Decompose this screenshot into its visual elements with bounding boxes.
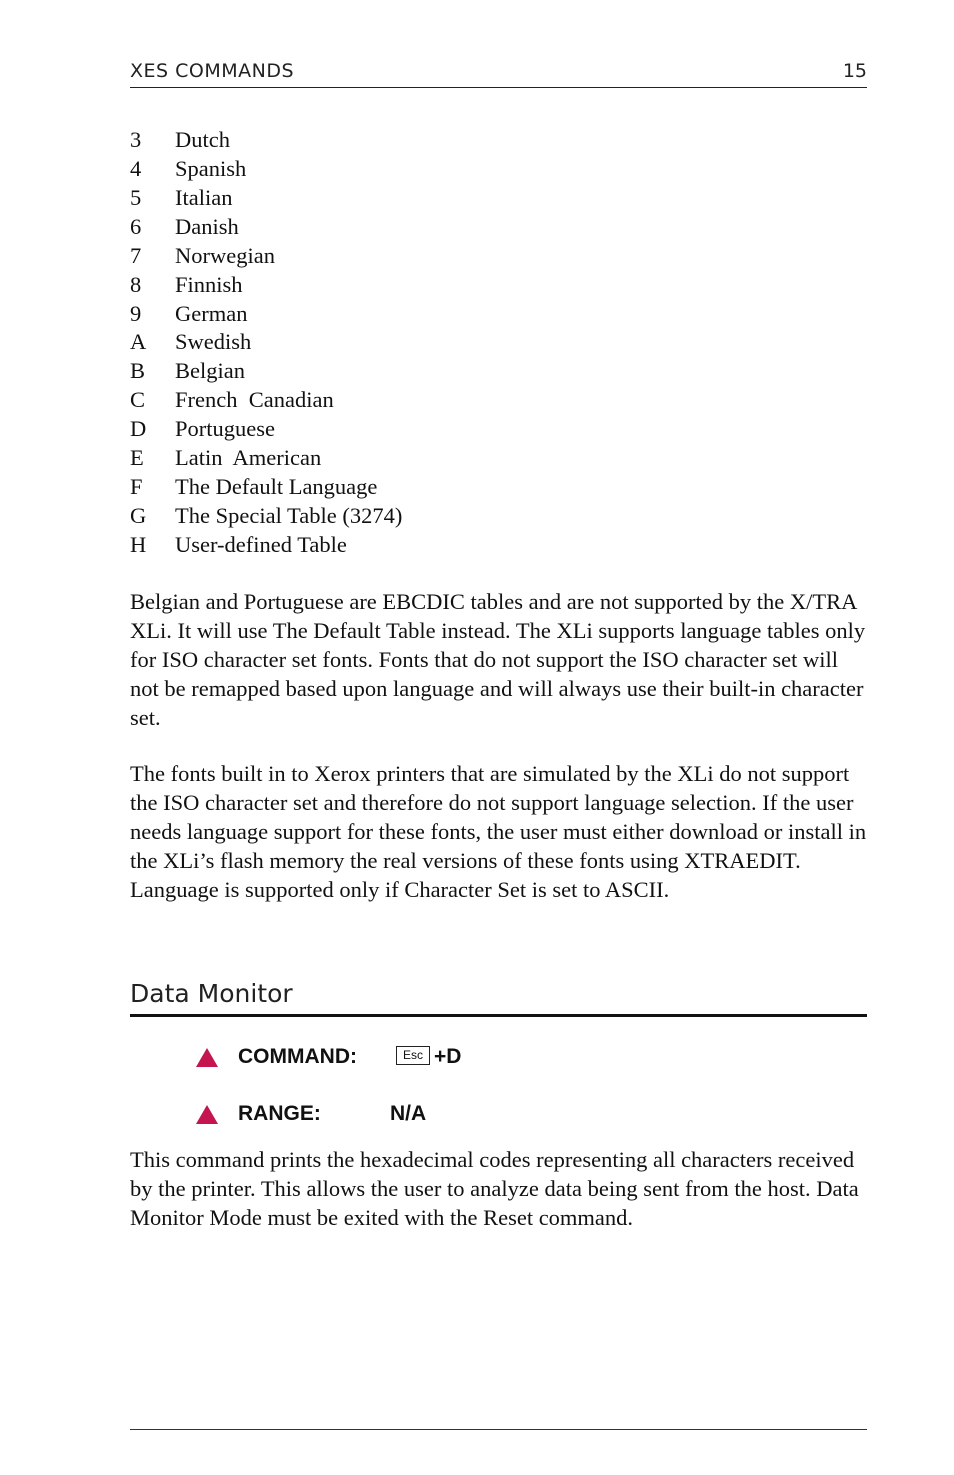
language-code: E <box>130 445 144 471</box>
header-title: XES COMMANDS <box>130 60 295 82</box>
language-code: G <box>130 502 147 528</box>
language-name: German <box>175 300 248 326</box>
language-name: The Default Language <box>175 474 378 500</box>
range-value: N/A <box>390 1102 427 1125</box>
language-code: B <box>130 358 146 384</box>
language-code: H <box>130 531 147 557</box>
language-item <box>130 271 867 300</box>
language-name: Spanish <box>175 155 247 181</box>
document-page <box>130 0 867 1475</box>
language-item <box>130 184 867 213</box>
language-code: C <box>130 387 146 413</box>
language-name: Norwegian <box>175 242 275 268</box>
language-name: Swedish <box>175 329 252 355</box>
language-code: D <box>130 416 147 442</box>
language-code: 4 <box>130 155 142 181</box>
language-name: Danish <box>175 213 239 239</box>
command-row <box>196 1042 796 1072</box>
triangle-bullet-icon <box>196 1105 218 1124</box>
language-name: Finnish <box>175 271 243 297</box>
language-code: 5 <box>130 184 142 210</box>
language-code: 6 <box>130 213 142 239</box>
language-code: 8 <box>130 271 142 297</box>
language-item <box>130 386 867 415</box>
language-name: Italian <box>175 184 233 210</box>
ebcdic-paragraph: Belgian and Portuguese are EBCDIC tables and are not supported by the X/TRA XLi. It will use The Default Table instead. The XLi supports language tables only for ISO character set fonts. Fonts that do not support the ISO character set will not be remapped based upon language and will always use their built-in character set. <box>130 589 866 730</box>
section-title: Data Monitor <box>130 979 293 1008</box>
page-number: 15 <box>842 60 867 82</box>
data-monitor-description: This command prints the hexadecimal codes representing all characters received by the printer. This allows the user to analyze data being sent from the host. Data Monitor Mode must be exited with the Reset command. <box>130 1147 859 1230</box>
language-name: User-defined Table <box>175 531 347 557</box>
xerox-fonts-paragraph: The fonts built in to Xerox printers that are simulated by the XLi do not support the ISO character set and therefore do not support language selection. If the user needs language support for these fonts, the user must either download or install in the XLi’s flash memory the real versions of these fonts using XTRAEDIT. Language is supported only if Character Set is set to ASCII. <box>130 761 867 902</box>
command-label: COMMAND: <box>238 1045 357 1068</box>
language-code: 9 <box>130 300 142 326</box>
language-item <box>130 444 867 473</box>
language-item <box>130 213 867 242</box>
language-code: 3 <box>130 127 142 152</box>
data-monitor-heading <box>130 976 867 1017</box>
language-code: F <box>130 474 143 500</box>
language-item <box>130 531 867 560</box>
language-item <box>130 502 867 531</box>
language-item <box>130 328 867 357</box>
footer-rule <box>130 1429 867 1430</box>
language-item <box>130 473 867 502</box>
language-name: Belgian <box>175 358 245 384</box>
language-item <box>130 126 867 155</box>
triangle-bullet-icon <box>196 1048 218 1067</box>
language-item <box>130 155 867 184</box>
language-name: Dutch <box>175 127 230 152</box>
language-code: A <box>130 329 147 355</box>
command-suffix: +D <box>434 1045 462 1068</box>
range-label: RANGE: <box>238 1102 321 1125</box>
language-name: The Special Table (3274) <box>175 502 403 528</box>
range-row <box>196 1099 796 1129</box>
language-item <box>130 242 867 271</box>
language-name: French Canadian <box>175 387 334 413</box>
esc-key-icon: Esc <box>396 1046 430 1065</box>
language-item <box>130 357 867 386</box>
language-name: Latin American <box>175 445 322 471</box>
language-list <box>130 126 867 560</box>
language-name: Portuguese <box>175 416 275 442</box>
running-header <box>130 58 867 88</box>
language-item <box>130 300 867 329</box>
language-item <box>130 415 867 444</box>
language-code: 7 <box>130 242 142 268</box>
